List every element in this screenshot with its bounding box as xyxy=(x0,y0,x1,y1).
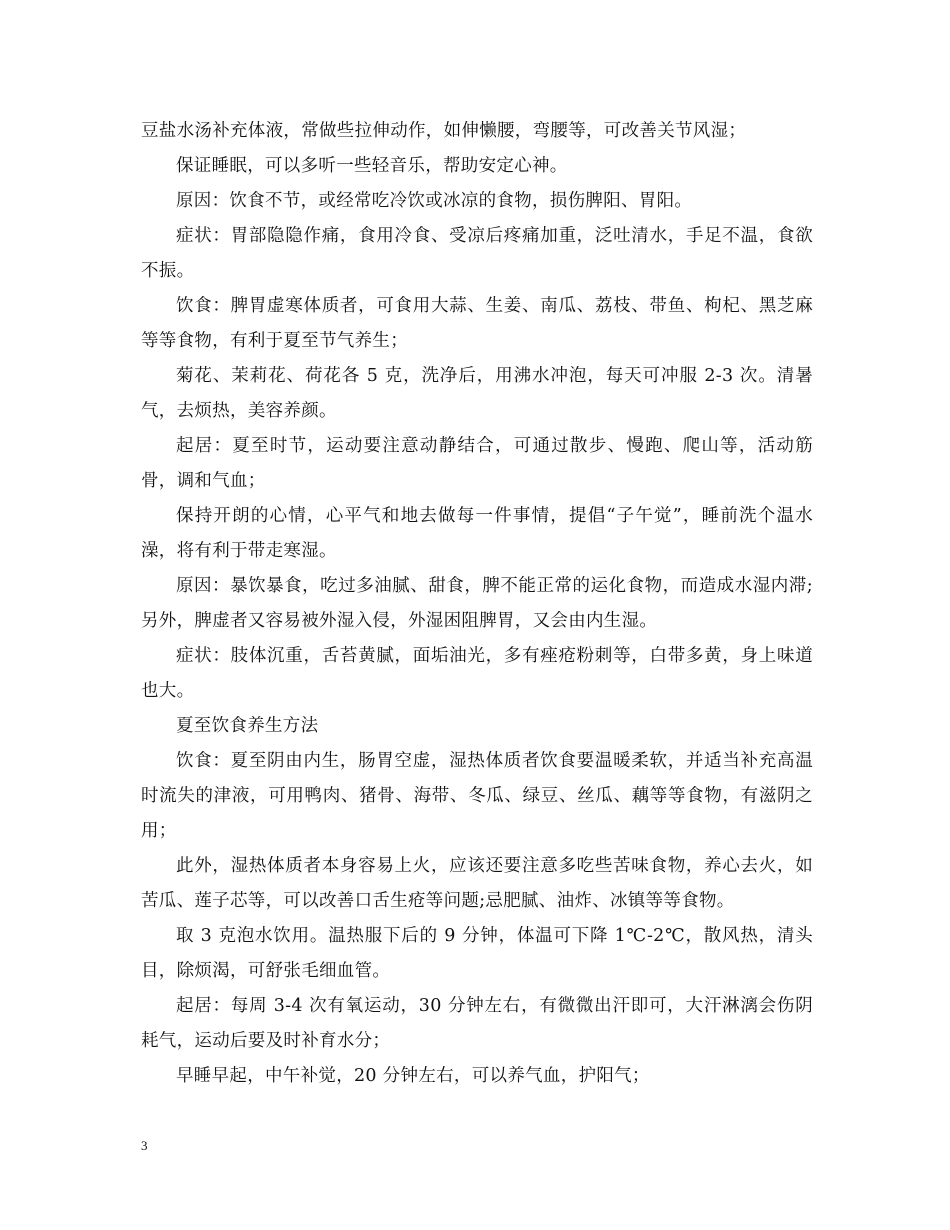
paragraph: 此外，湿热体质者本身容易上火，应该还要注意多吃些苦味食物，养心去火，如苦瓜、莲子芯等，可以改善口舌生疮等问题;忌肥腻、油炸、冰镇等等食物。 xyxy=(141,856,813,911)
body-text xyxy=(141,114,813,1094)
paragraph: 豆盐水汤补充体液，常做些拉伸动作，如伸懒腰，弯腰等，可改善关节风湿； xyxy=(141,121,747,141)
paragraph: 原因：饮食不节，或经常吃冷饮或冰凉的食物，损伤脾阳、胃阳。 xyxy=(176,191,693,211)
paragraph: 饮食：脾胃虚寒体质者，可食用大蒜、生姜、南瓜、荔枝、带鱼、枸杞、黑芝麻等等食物，有利于夏至节气养生； xyxy=(141,296,813,351)
paragraph: 保持开朗的心情，心平气和地去做每一件事情，提倡“子午觉”，睡前洗个温水澡，将有利于带走寒湿。 xyxy=(141,506,813,561)
paragraph: 饮食：夏至阴由内生，肠胃空虚，湿热体质者饮食要温暖柔软，并适当补充高温时流失的津液，可用鸭肉、猪骨、海带、冬瓜、绿豆、丝瓜、藕等等食物，有滋阴之用； xyxy=(141,751,813,841)
page-number: 3 xyxy=(141,1138,148,1153)
paragraph: 取 3 克泡水饮用。温热服下后的 9 分钟，体温可下降 1℃-2℃，散风热，清头目，除烦渴，可舒张毛细血管。 xyxy=(141,926,813,981)
paragraph: 原因：暴饮暴食，吃过多油腻、甜食，脾不能正常的运化食物，而造成水湿内滞;另外，脾虚者又容易被外湿入侵，外湿困阻脾胃，又会由内生湿。 xyxy=(141,576,813,631)
paragraph: 症状：胃部隐隐作痛，食用冷食、受凉后疼痛加重，泛吐清水，手足不温，食欲不振。 xyxy=(141,226,813,281)
section-heading: 夏至饮食养生方法 xyxy=(176,716,319,736)
paragraph: 保证睡眠，可以多听一些轻音乐，帮助安定心神。 xyxy=(176,156,568,176)
paragraph: 早睡早起，中午补觉，20 分钟左右，可以养气血，护阳气； xyxy=(176,1066,650,1086)
paragraph: 起居：每周 3-4 次有氧运动，30 分钟左右，有微微出汗即可，大汗淋漓会伤阴耗气，运动后要及时补育水分； xyxy=(141,996,813,1051)
paragraph: 症状：肢体沉重，舌苔黄腻，面垢油光，多有痤疮粉刺等，白带多黄，身上味道也大。 xyxy=(141,646,813,701)
paragraph: 菊花、茉莉花、荷花各 5 克，洗净后，用沸水冲泡，每天可冲服 2-3 次。清暑气，去烦热，美容养颜。 xyxy=(141,366,813,421)
paragraph: 起居：夏至时节，运动要注意动静结合，可通过散步、慢跑、爬山等，活动筋骨，调和气血； xyxy=(141,436,813,491)
